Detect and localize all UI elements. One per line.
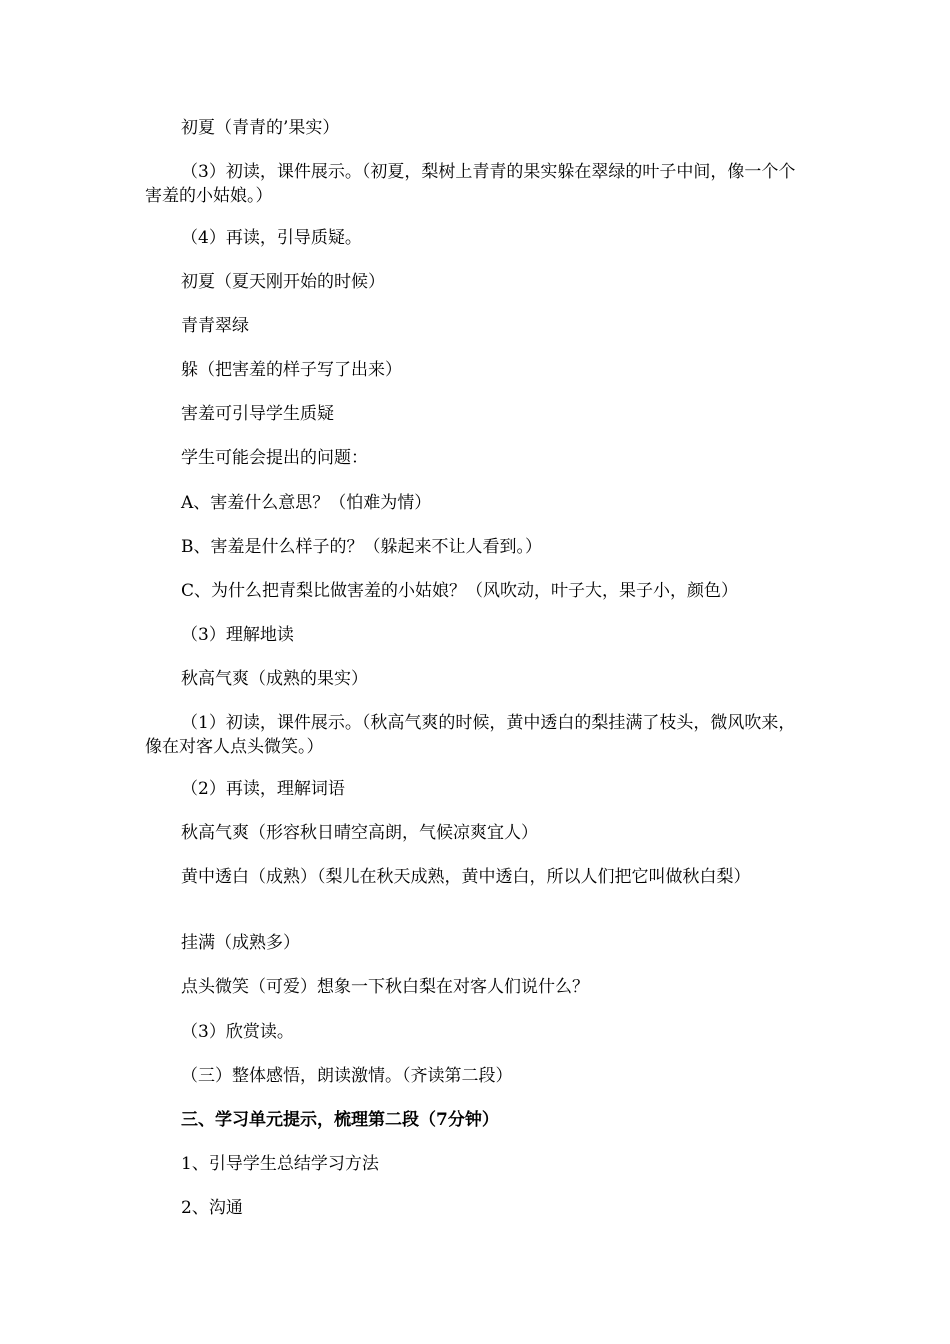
paragraph: （3）理解地读 xyxy=(181,625,294,645)
paragraph: （3）欣赏读。 xyxy=(181,1022,294,1042)
paragraph: 黄中透白（成熟）（梨儿在秋天成熟，黄中透白，所以人们把它叫做秋白梨） xyxy=(181,867,751,887)
paragraph: 挂满（成熟多） xyxy=(181,933,300,953)
paragraph: B、害羞是什么样子的？（躲起来不让人看到。） xyxy=(181,537,542,557)
paragraph: 躲（把害羞的样子写了出来） xyxy=(181,360,402,380)
paragraph: C、为什么把青梨比做害羞的小姑娘？（风吹动，叶子大，果子小，颜色） xyxy=(181,581,739,601)
paragraph: 点头微笑（可爱）想象一下秋白梨在对客人们说什么？ xyxy=(181,977,589,997)
paragraph: 秋高气爽（形容秋日晴空高朗，气候凉爽宜人） xyxy=(181,823,538,843)
paragraph: （3）初读，课件展示。（初夏，梨树上青青的果实躲在翠绿的叶子中间，像一个个害羞的小姑娘。） xyxy=(145,162,796,206)
paragraph: 学生可能会提出的问题： xyxy=(181,448,368,468)
paragraph: （4）再读，引导质疑。 xyxy=(181,228,362,248)
paragraph: （三）整体感悟，朗读激情。（齐读第二段） xyxy=(181,1066,513,1086)
paragraph: 初夏（青青的’果实） xyxy=(181,118,340,138)
paragraph: 青青翠绿 xyxy=(181,316,249,336)
paragraph: 初夏（夏天刚开始的时候） xyxy=(181,272,385,292)
paragraph: （2）再读，理解词语 xyxy=(181,779,345,799)
paragraph: A、害羞什么意思？（怕难为情） xyxy=(181,493,432,513)
paragraph: （1）初读，课件展示。（秋高气爽的时候，黄中透白的梨挂满了枝头，微风吹来，像在对客人点头微笑。） xyxy=(145,713,796,757)
paragraph: 害羞可引导学生质疑 xyxy=(181,404,334,424)
section-heading: 三、学习单元提示，梳理第二段（7分钟） xyxy=(181,1110,499,1130)
paragraph: 1、引导学生总结学习方法 xyxy=(181,1154,379,1174)
paragraph: 2、沟通 xyxy=(181,1198,243,1218)
paragraph: 秋高气爽（成熟的果实） xyxy=(181,669,368,689)
